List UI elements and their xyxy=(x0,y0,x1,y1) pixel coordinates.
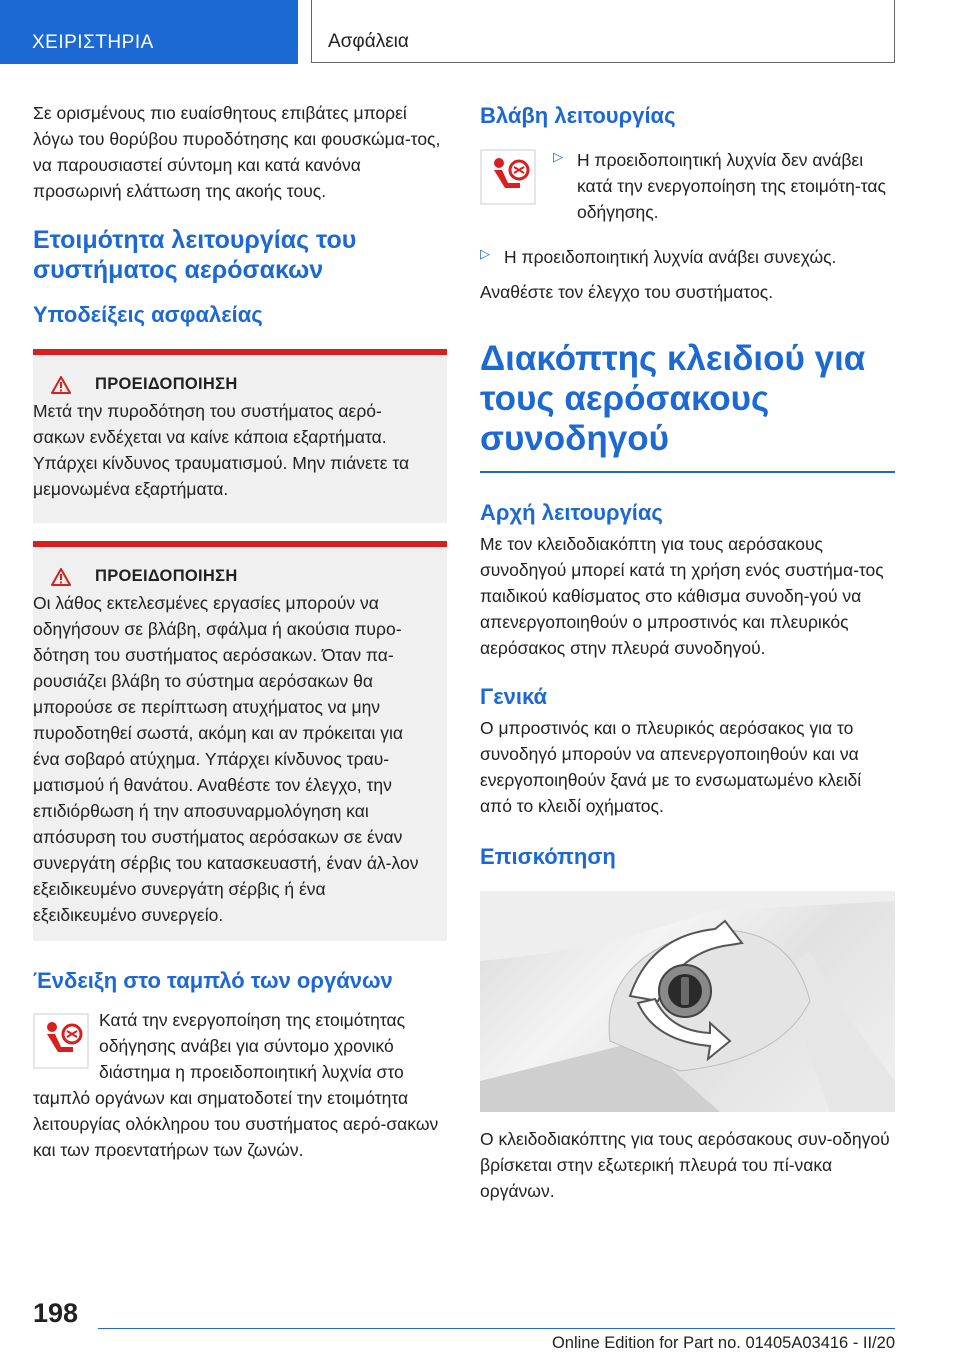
warning-triangle-icon xyxy=(51,568,71,586)
warning-header-2 xyxy=(51,567,433,586)
footer-rule xyxy=(98,1328,895,1329)
warning-header-1 xyxy=(51,375,433,394)
bullet-triangle-icon: ▷ xyxy=(553,149,563,164)
airbag-warning-icon xyxy=(33,1013,89,1069)
heading-principle: Αρχή λειτουργίας xyxy=(480,500,663,525)
indicator-text: Κατά την ενεργοποίηση της ετοιμότητας οδήγησης ανάβει για σύντομο χρονικό διάστημα η προειδοποιητική λυχνία στο ταμπλό οργάνων και σηματοδοτεί την ετοιμότητα λειτουργίας ολόκληρου του συστήματος αερό-σακων και των προεντατήρων των ζωνών. xyxy=(33,1010,439,1160)
warning-box-1 xyxy=(33,349,447,523)
right-column xyxy=(480,100,895,1204)
warning-title-1: ΠΡΟΕΙΔΟΠΟΙΗΣΗ xyxy=(95,375,238,393)
warning-title-2: ΠΡΟΕΙΔΟΠΟΙΗΣΗ xyxy=(95,567,238,585)
general-text: Ο μπροστινός και ο πλευρικός αερόσακος για το συνοδηγό μπορούν να απενεργοποιηθούν και να ενεργοποιηθούν ξανά με το ενσωματωμένο κλειδί από το κλειδί οχήματος. xyxy=(480,718,862,816)
heading-fault: Βλάβη λειτουργίας xyxy=(480,103,676,128)
principle-text: Με τον κλειδοδιακόπτη για τους αερόσακους συνοδηγού μπορεί κατά τη χρήση ενός συστήμα-τος παιδικού καθίσματος στο κάθισμα συνοδη-γού να απενεργοποιηθούν ο μπροστινός και πλευρικός αερόσακος στην πλευρά συνοδηγού. xyxy=(480,534,884,658)
warning-triangle-icon xyxy=(51,376,71,394)
page-number: 198 xyxy=(33,1298,79,1328)
key-switch-photo xyxy=(480,891,895,1112)
fault-bullet-2 xyxy=(480,244,895,270)
heading-key-switch: Διακόπτης κλειδιού για τους αερόσακους συνοδηγού xyxy=(480,339,866,458)
heading-general: Γενικά xyxy=(480,684,548,709)
heading-indicator: Ένδειξη στο ταμπλό των οργάνων xyxy=(33,968,393,993)
airbag-warning-icon xyxy=(480,149,536,205)
manual-tab-label: ΧΕΙΡΙΣΤΗΡΙΑ xyxy=(32,32,154,53)
overview-text: Ο κλειδοδιακόπτης για τους αερόσακους συν-οδηγού βρίσκεται στην εξωτερική πλευρά του πί-νακα οργάνων. xyxy=(480,1129,890,1201)
warning-text-2: Οι λάθος εκτελεσμένες εργασίες μπορούν να οδηγήσουν σε βλάβη, σφάλμα ή ακούσια πυρο-δότηση του συστήματος αερόσακων. Όταν πα-ρουσιάζει βλάβη το σύστημα αερόσακων θα μπορούσε σε περίπτωση ατυχήματος να μην πυροδοτηθεί σωστά, ακόμη και αν πρόκειται για ένα σοβαρό ατύχημα. Υπάρχει κίνδυνος τραυ-ματισμού ή θανάτου. Αναθέστε τον έλεγχο, την επιδιόρθωση ή την αποσυναρμολόγηση και απόσυρση του συστήματος αερόσακων σε έναν συνεργάτη σέρβις του κατασκευαστή, έναν άλ-λον εξειδικευμένο συνεργάτη σέρβις ή ένα εξειδικευμένο συνεργείο. xyxy=(33,593,419,925)
fault-action: Αναθέστε τον έλεγχο του συστήματος. xyxy=(480,282,774,302)
heading-safety: Υποδείξεις ασφαλείας xyxy=(33,302,263,327)
warning-text-1: Μετά την πυροδότηση του συστήματος αερό-σακων ενδέχεται να καίνε κάποια εξαρτήματα. Υπάρχει κίνδυνος τραυματισμού. Μην πιάνετε τα μεμονωμένα εξαρτήματα. xyxy=(33,401,410,499)
fault-bullet-1-text: Η προειδοποιητική λυχνία δεν ανάβει κατά την ενεργοποίηση της ετοιμότη-τας οδήγησης. xyxy=(577,150,886,222)
section-title-box xyxy=(311,0,895,63)
fault-block xyxy=(480,147,895,225)
fault-bullet-2-text: Η προειδοποιητική λυχνία ανάβει συνεχώς. xyxy=(504,247,837,267)
warning-box-2 xyxy=(33,541,447,941)
heading-readiness: Ετοιμότητα λειτουργίας του συστήματος αερόσακων xyxy=(33,226,357,284)
intro-paragraph: Σε ορισμένους πιο ευαίσθητους επιβάτες μπορεί λόγω του θορύβου πυροδότησης και φουσκώμα-τος, να παρουσιαστεί σύντομη και κατά κανόνα προσωρινή ελάττωση της ακοής τους. xyxy=(33,103,441,201)
footer-edition: Online Edition for Part no. 01405A03416 - II/20 xyxy=(551,1334,895,1352)
bullet-triangle-icon: ▷ xyxy=(480,246,490,261)
fault-bullet-1 xyxy=(553,147,895,225)
heading-overview: Επισκόπηση xyxy=(480,844,616,869)
indicator-block xyxy=(33,1007,447,1163)
heading-underline xyxy=(480,471,895,473)
section-title: Ασφάλεια xyxy=(328,31,409,52)
key-switch-illustration xyxy=(480,891,895,1112)
manual-tab[interactable] xyxy=(0,0,298,64)
left-column xyxy=(33,100,447,1163)
